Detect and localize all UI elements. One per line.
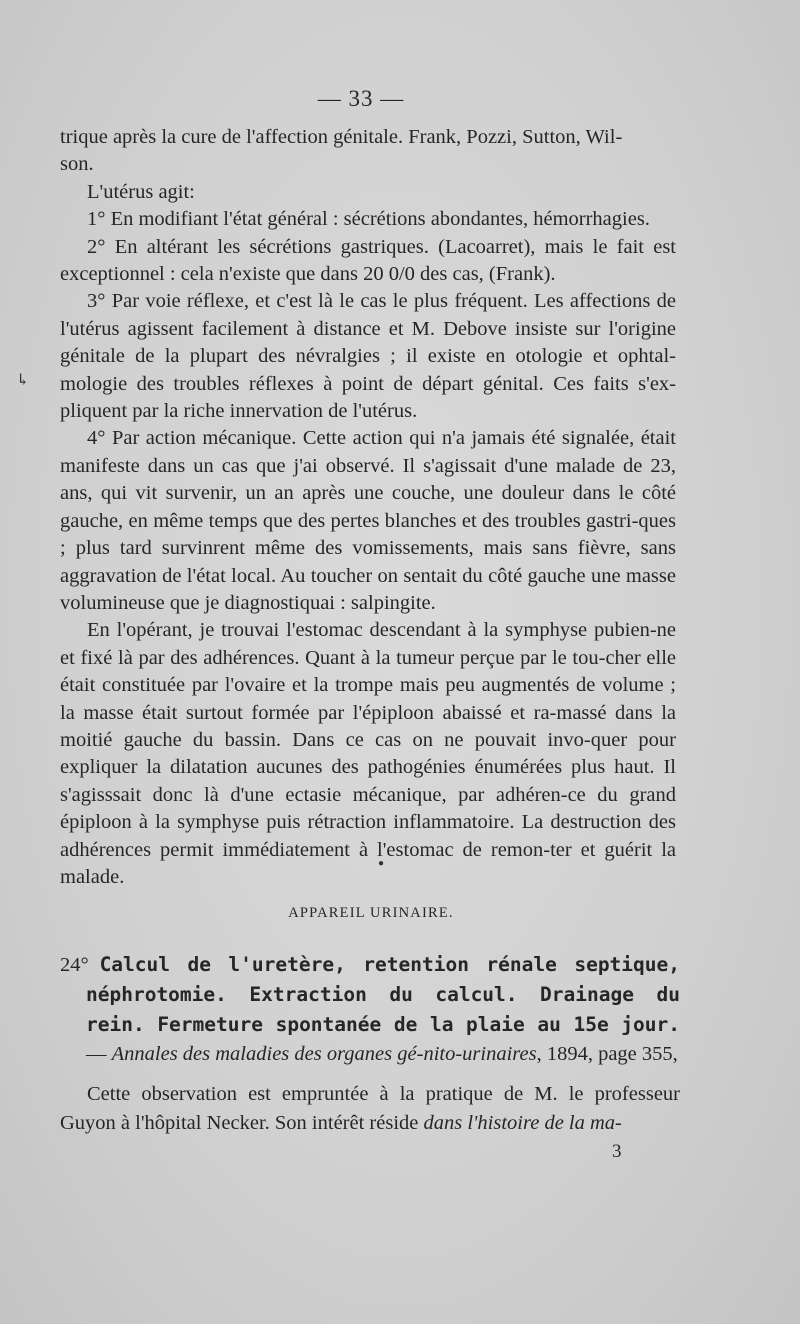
observation-number: 24° xyxy=(60,954,89,976)
observation-citation: , 1894, page 355, xyxy=(536,1043,678,1065)
paragraph-intro: L'utérus agit: xyxy=(87,180,195,203)
observation-dash: — xyxy=(86,1043,112,1065)
paragraph-point-3: 3° Par voie réflexe, et c'est là le cas le plus fréquent. Les affections de l'utérus agissent facilement à distance et M. Debove insiste sur l'origine génitale de la plupart des névralgies ; il existe en otologie et ophtal-mologie des troubles réflexes à point de départ génital. Ces faits s'ex-pliquent par la riche innervation de l'utérus. xyxy=(60,290,676,423)
paragraph-point-4: 4° Par action mécanique. Cette action qui n'a jamais été signalée, était manifeste dans un cas que j'ai observé. Il s'agissait d'une malade de 23, ans, qui vit survenir, un an après une couche, une douleur dans le côté gauche, en même temps que des pertes blanches et des troubles gastri-ques ; plus tard survinrent même des vomissements, mais sans fièvre, sans aggravation de l'état local. Au toucher on sentait du côté gauche une masse volumineuse que je diagnostiquai : salpingite. xyxy=(60,427,676,614)
closing-paragraph xyxy=(60,1080,680,1138)
observation-title: Calcul de l'uretère, retention rénale septique, néphrotomie. Extraction du calcul. Drainage du rein. Fermeture spontanée de la plaie au 15e jour. xyxy=(86,953,681,1036)
observation-heading xyxy=(60,950,680,1069)
closing-text: Cette observation est empruntée à la pratique de M. le professeur Guyon à l'hôpital Necker. Son intérêt réside xyxy=(60,1083,680,1134)
margin-mark-icon: ↳ xyxy=(16,372,30,389)
main-text xyxy=(60,124,676,891)
paragraph-point-2: 2° En altérant les sécrétions gastriques. (Lacoarret), mais le fait est exceptionnel : cela n'existe que dans 20 0/0 des cas, (Frank). xyxy=(60,235,676,286)
paragraph-continuation: trique après la cure de l'affection génitale. Frank, Pozzi, Sutton, Wil- xyxy=(60,126,623,148)
observation-title-block xyxy=(60,950,680,1069)
closing-italic: dans l'histoire de la ma- xyxy=(423,1112,622,1134)
signature-mark: 3 xyxy=(612,1141,622,1162)
ink-dot-icon: ● xyxy=(378,858,385,869)
section-heading: APPAREIL URINAIRE. xyxy=(288,905,454,921)
paragraph-operation: En l'opérant, je trouvai l'estomac descendant à la symphyse pubien-ne et fixé là par des adhérences. Quant à la tumeur perçue par le tou-cher elle était constituée par l'ovaire et la trompe mais peu augmentés de volume ; la masse était surtout formée par l'épiploon abaissé et ra-massé dans la moitié gauche du bassin. Dans ce cas on ne pouvait invo-quer pour expliquer la dilatation aucunes des pathogénies énumérées plus haut. Il s'agisssait donc là d'une ectasie mécanique, par adhéren-ce du grand épiploon à la symphyse puis rétraction inflammatoire. La destruction des adhérences permit immédiatement à l'estomac de remon-ter et guérit la malade. xyxy=(60,619,676,888)
paragraph-continuation-end: son. xyxy=(60,153,94,176)
page-number: — 33 — xyxy=(317,86,405,111)
observation-source: Annales des maladies des organes gé-nito-urinaires xyxy=(111,1043,537,1065)
paragraph-point-1: 1° En modifiant l'état général : sécrétions abondantes, hémorrhagies. xyxy=(87,208,650,231)
